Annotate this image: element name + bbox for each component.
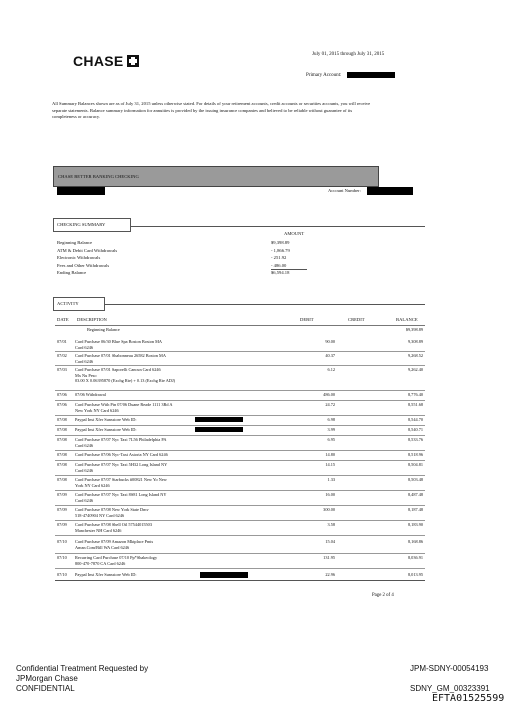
table-row (55, 427, 425, 434)
summary-value: $9,398.89 (271, 240, 290, 245)
divider (55, 435, 425, 436)
row-balance: 8,183.90 (407, 522, 423, 527)
row-date: 07/10 (57, 572, 67, 577)
row-balance: 8,776.40 (407, 392, 423, 397)
table-row (55, 402, 425, 414)
divider (53, 304, 425, 305)
row-description: Card Purchase 07/08 Shell Oil 57544015503 (75, 522, 152, 527)
summary-note: All Summary Balances shown are as of July 31, 2015 unless otherwise stated. For details of your retirement accounts, credit accounts or securities accounts, you will receive separate statements. Balance summary information for annuities is provided by the issuing insurance companies and believed to be reliable without guarantee of its completeness or accuracy. (52, 101, 371, 119)
divider (55, 535, 425, 536)
table-row (55, 522, 425, 534)
summary-value: - 486.00 (271, 263, 307, 271)
account-section-bar (53, 166, 379, 187)
row-debit: 1.33 (327, 477, 335, 482)
redaction-box (347, 72, 395, 78)
divider (55, 400, 425, 401)
summary-row (57, 240, 307, 248)
row-debit: 15.04 (325, 539, 335, 544)
row-date: 07/06 (57, 402, 67, 407)
table-row (55, 507, 425, 519)
table-row (55, 339, 425, 351)
row-description-2: 518-4740904 NY Card 6246 (75, 512, 125, 518)
divider (55, 390, 425, 391)
row-description: 07/06 Withdrawal (75, 392, 106, 397)
table-row (55, 477, 425, 489)
beginning-label: Beginning Balance (87, 327, 120, 332)
row-balance: 8,013.95 (407, 572, 423, 577)
row-balance: 8,036.91 (407, 555, 423, 560)
chase-octagon-icon (127, 55, 139, 67)
table-row (55, 555, 425, 567)
primary-account-line (306, 72, 395, 78)
row-date: 07/09 (57, 492, 67, 497)
row-debit: 300.00 (323, 507, 335, 512)
row-date: 07/02 (57, 353, 67, 358)
period-through: through (340, 52, 356, 57)
row-balance: 8,518.96 (407, 452, 423, 457)
row-balance: 9,268.52 (407, 353, 423, 358)
row-description-2: 800-470-7870 CA Card 6246 (75, 560, 126, 566)
row-description-2: Card 6246 (75, 467, 94, 473)
row-balance: 8,487.48 (407, 492, 423, 497)
row-date: 07/08 (57, 417, 67, 422)
bates-number-2: SDNY_GM_00323391 (410, 684, 490, 693)
row-debit: 40.37 (325, 353, 335, 358)
row-description-2: Mx Nu Peso (75, 372, 97, 378)
row-description: Card Purchase 07/08 New York State Dmv (75, 507, 149, 512)
summary-value: - 1,866.79 (271, 247, 290, 253)
row-description: Paypal Inst Xfer Sunsstore Web ID: (75, 572, 137, 577)
redaction-box (200, 572, 248, 578)
row-debit: 6.95 (327, 437, 335, 442)
logo-text: CHASE (73, 53, 124, 69)
redaction-box (195, 427, 243, 432)
row-balance: 8,540.71 (407, 427, 423, 432)
row-description: Card Purchase 07/01 Shabonneau 26582 Boston MA (75, 353, 166, 358)
divider (55, 425, 425, 426)
activity-header-row (55, 317, 425, 325)
row-date: 07/01 (57, 339, 67, 344)
divider (55, 520, 425, 521)
table-row (55, 462, 425, 474)
efta-number: EFTA01525599 (432, 693, 505, 704)
summary-value: $6,594.18 (271, 270, 290, 275)
divider (55, 365, 425, 366)
row-description: Card Purchase 07/06 Nyc-Taxi Astoria NY Card 6246 (75, 452, 168, 457)
table-row (55, 353, 425, 365)
header-balance: BALANCE (396, 317, 418, 322)
row-balance: 8,187.48 (407, 507, 423, 512)
chase-logo (73, 53, 139, 69)
divider (55, 505, 425, 506)
header-description: DESCRIPTION (77, 317, 107, 322)
summary-row (57, 248, 307, 256)
table-row (55, 452, 425, 459)
row-debit: 22.96 (325, 572, 335, 577)
row-balance: 8,551.68 (407, 402, 423, 407)
row-description: Card Purchase With Pin 07/06 Duane Reade 1111 3Rd A (75, 402, 173, 407)
row-date: 07/06 (57, 392, 67, 397)
redaction-box (57, 187, 105, 195)
row-debit: 14.80 (325, 452, 335, 457)
footer-bates (410, 664, 488, 674)
checking-summary-title: CHECKING SUMMARY (53, 218, 131, 232)
divider (55, 460, 425, 461)
redaction-box (367, 187, 413, 195)
row-description-2: Manchester NH Card 6246 (75, 527, 122, 533)
footer-confidential-line2: JPMorgan Chase (16, 674, 78, 683)
summary-row (57, 263, 307, 271)
row-description: Paypal Inst Xfer Sunsstore Web ID: (75, 417, 137, 422)
row-description: Card Purchase 07/01 Saporelli Cancun Card 6246 (75, 367, 161, 372)
divider (55, 490, 425, 491)
row-debit: 131.95 (323, 555, 335, 560)
row-debit: 486.00 (323, 392, 335, 397)
row-description-2: Card 6246 (75, 344, 94, 350)
summary-label: ATM & Debit Card Withdrawals (57, 247, 118, 253)
row-description: Card Purchase 07/07 Nyc Taxi 8S81 Long Island NY (75, 492, 167, 497)
row-date: 07/09 (57, 507, 67, 512)
row-date: 07/08 (57, 427, 67, 432)
summary-label: Ending Balance (57, 270, 87, 275)
primary-account-label: Primary Account: (306, 72, 342, 78)
summary-label: Fees and Other Withdrawals (57, 262, 110, 268)
row-debit: 16.00 (325, 492, 335, 497)
row-date: 07/03 (57, 367, 67, 372)
statement-period (312, 52, 384, 57)
row-debit: 6.12 (327, 367, 335, 372)
row-description-2: Card 6246 (75, 358, 94, 364)
table-row (55, 417, 425, 424)
row-description-3: 03.00 X 0.06395870 (Exchg Rte) + 0.13 (Exchg Rte ADJ) (75, 378, 176, 383)
row-balance: 9,262.40 (407, 367, 423, 372)
activity-title: ACTIVITY (53, 297, 105, 311)
divider (55, 415, 425, 416)
amount-header: AMOUNT (284, 231, 305, 236)
row-debit: 3.58 (327, 522, 335, 527)
row-debit: 14.15 (325, 462, 335, 467)
row-description-2: York NY Card 6246 (75, 482, 110, 488)
row-date: 07/09 (57, 522, 67, 527)
table-row (55, 367, 425, 389)
divider (55, 351, 425, 352)
checking-summary-table (57, 240, 307, 278)
summary-row (57, 270, 307, 278)
summary-row (57, 255, 307, 263)
row-description-2: Card 6246 (75, 497, 94, 503)
row-balance: 8,503.48 (407, 477, 423, 482)
account-number-row (57, 186, 413, 195)
row-debit: 24.72 (325, 402, 335, 407)
row-description: Card Purchase 07/07 Starbucks #00821 New Yo New (75, 477, 167, 482)
row-description-2: New York NY Card 6246 (75, 407, 119, 413)
row-date: 07/08 (57, 477, 67, 482)
row-description: Card Purchase 07/07 Nyc Taxi 5H32 Long Island NY (75, 462, 168, 467)
row-description: Card Purchase 07/07 Nyc Taxi 7L56 Philadelphia PA (75, 437, 167, 442)
summary-label: Beginning Balance (57, 240, 93, 245)
row-debit: 90.00 (325, 339, 335, 344)
row-balance: 9,308.89 (407, 339, 423, 344)
row-date: 07/10 (57, 555, 67, 560)
row-date: 07/10 (57, 539, 67, 544)
header-debit: DEBIT (300, 317, 314, 322)
account-section-title: CHASE BETTER BANKING CHECKING (58, 174, 139, 179)
header-date: DATE (57, 317, 69, 322)
row-debit: 6.98 (327, 417, 335, 422)
divider (55, 325, 425, 326)
row-debit: 3.99 (327, 427, 335, 432)
summary-value: - 251.92 (271, 255, 287, 260)
header-credit: CREDIT (348, 317, 365, 322)
beginning-value: $9,398.89 (405, 327, 423, 332)
table-row (55, 572, 425, 579)
period-end: July 31, 2015 (357, 52, 385, 57)
table-row (55, 392, 425, 399)
divider (55, 568, 425, 569)
redaction-box (195, 417, 243, 422)
bates-number-1: JPM-SDNY-00054193 (410, 664, 489, 673)
footer-left (16, 664, 148, 694)
summary-label: Electronic Withdrawals (57, 255, 101, 260)
row-description-2: Amzn.Com/Bill WA Card 6246 (75, 544, 130, 550)
row-date: 07/08 (57, 452, 67, 457)
row-description: Card Purchase 06/30 Blue Spa Boston Boston MA (75, 339, 163, 344)
row-description: Card Purchase 07/09 Amazon Mktplace Pmts (75, 539, 154, 544)
row-balance: 8,533.76 (407, 437, 423, 442)
divider (55, 475, 425, 476)
row-description: Paypal Inst Xfer Sunsstore Web ID: (75, 427, 137, 432)
row-description: Recurring Card Purchase 07/10 Pp*Shakeology (75, 555, 158, 560)
footer-confidential-line1: Confidential Treatment Requested by (16, 664, 149, 673)
beginning-balance-row (55, 327, 425, 335)
row-date: 07/08 (57, 437, 67, 442)
account-number-label: Account Number: (327, 188, 361, 193)
table-row (55, 539, 425, 551)
row-date: 07/08 (57, 462, 67, 467)
row-description-2: Card 6246 (75, 442, 94, 448)
row-balance: 8,504.81 (407, 462, 423, 467)
page-number: Page 2 of 4 (372, 593, 394, 598)
footer-confidential-line3: CONFIDENTIAL (16, 684, 75, 693)
divider (55, 553, 425, 554)
table-row (55, 437, 425, 449)
row-balance: 8,168.86 (407, 539, 423, 544)
footer-efta (432, 694, 504, 704)
divider (55, 450, 425, 451)
row-balance: 8,544.70 (407, 417, 423, 422)
divider (55, 580, 425, 581)
table-row (55, 492, 425, 504)
period-start: July 01, 2015 (312, 52, 340, 57)
